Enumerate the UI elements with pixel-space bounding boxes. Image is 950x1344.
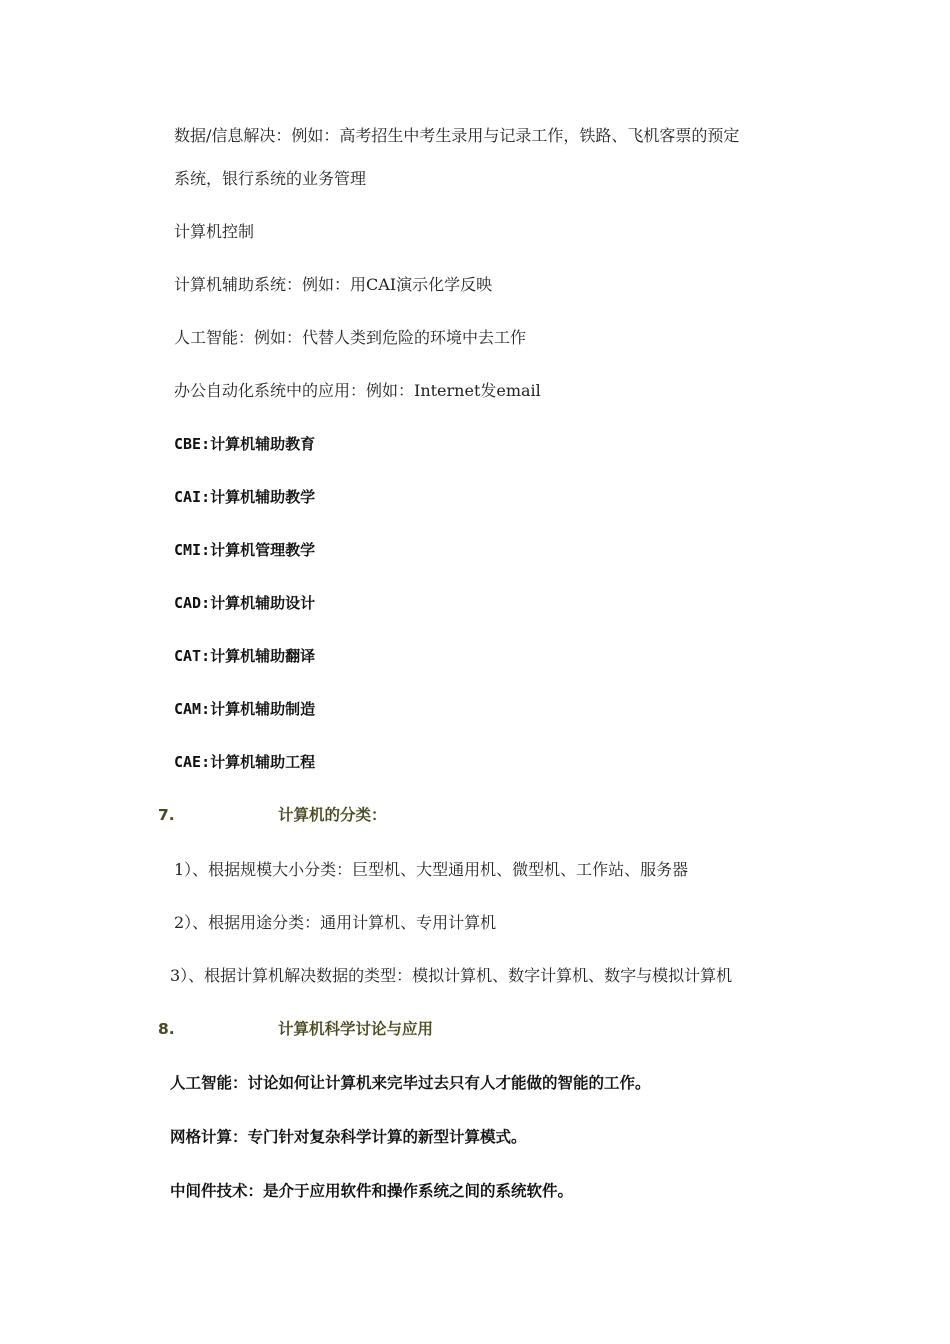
abbr-cbe: CBE:计算机辅助教育 [174,435,316,453]
section-8-item-grid: 网格计算：专门针对复杂科学计算的新型计算模式。 [170,1128,527,1146]
section-7-item-3: 3）、根据计算机解决数据的类型：模拟计算机、数字计算机、数字与模拟计算机 [170,966,733,985]
office-automation: 办公自动化系统中的应用：例如：Internet发email [174,381,541,400]
section-7-number: 7. [158,806,175,824]
artificial-intelligence-example: 人工智能：例如：代替人类到危险的环境中去工作 [174,328,527,347]
section-8-item-middleware: 中间件技术：是介于应用软件和操作系统之间的系统软件。 [170,1182,574,1200]
section-8-title: 计算机科学讨论与应用 [278,1020,434,1038]
intro-line-1: 数据/信息解决：例如：高考招生中考生录用与记录工作，铁路、飞机客票的预定 [174,126,740,145]
abbr-cad: CAD:计算机辅助设计 [174,594,316,612]
abbr-cat: CAT:计算机辅助翻译 [174,647,316,665]
section-7-heading [158,804,558,826]
section-7-title: 计算机的分类： [278,806,387,824]
computer-assist: 计算机辅助系统：例如：用CAI演示化学反映 [174,275,493,294]
section-8-heading [158,1018,558,1040]
section-8-item-ai: 人工智能：讨论如何让计算机来完毕过去只有人才能做的智能的工作。 [170,1074,651,1092]
abbr-cai: CAI:计算机辅助教学 [174,488,316,506]
section-8-number: 8. [158,1020,175,1038]
abbr-cmi: CMI:计算机管理教学 [174,541,316,559]
intro-line-2: 系统，银行系统的业务管理 [174,169,367,188]
abbr-cae: CAE:计算机辅助工程 [174,753,316,771]
section-7-item-1: 1）、根据规模大小分类：巨型机、大型通用机、微型机、工作站、服务器 [174,860,689,879]
computer-control: 计算机控制 [174,222,255,241]
abbr-cam: CAM:计算机辅助制造 [174,700,316,718]
section-7-item-2: 2）、根据用途分类：通用计算机、专用计算机 [174,913,497,932]
